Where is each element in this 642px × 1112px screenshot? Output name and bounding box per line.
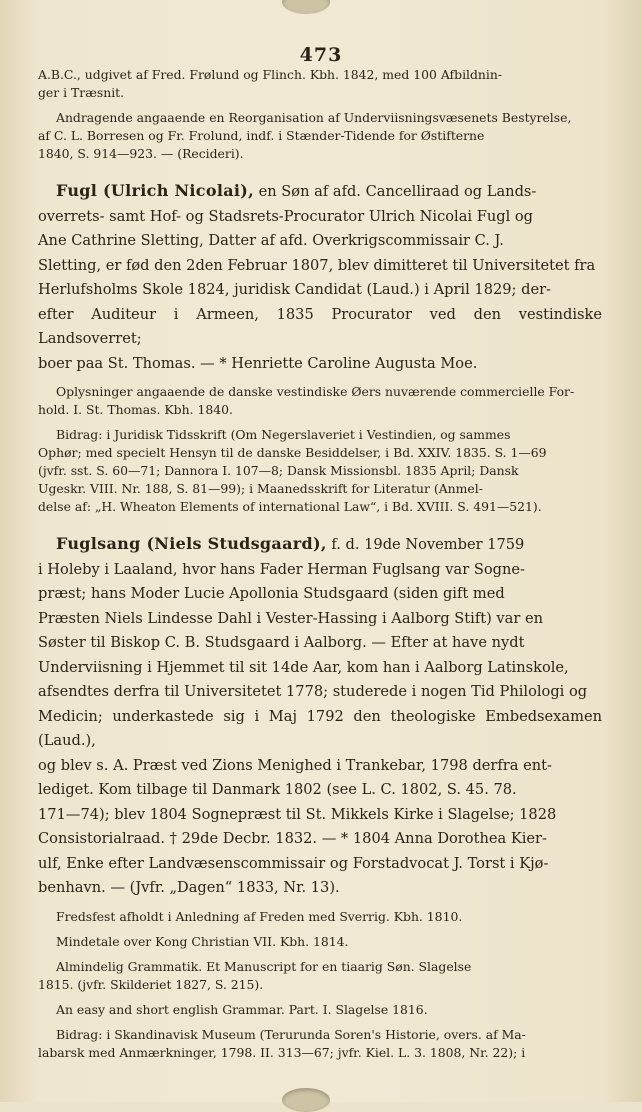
- text-line: præst; hans Moder Lucie Apollonia Studsgaard (siden gift med: [38, 585, 505, 602]
- paragraph-note-9: [38, 1026, 602, 1062]
- text-line: Sletting, er fød den 2den Februar 1807, blev dimitteret til Universitetet fra: [38, 256, 596, 274]
- paragraph-note-6: [38, 933, 602, 951]
- text-line: Consistorialraad. † 29de Decbr. 1832. — * 1804 Anna Dorothea Kier-: [38, 830, 547, 847]
- paragraph-entry-fuglsang: [38, 532, 602, 901]
- text-line: benhavn. — (Jvfr. „Dagen“ 1833, Nr. 13).: [38, 879, 340, 896]
- page-number: 473: [299, 44, 343, 66]
- text-line: Ugeskr. VIII. Nr. 188, S. 81—99); i Maanedsskrift for Literatur (Anmel-: [38, 481, 483, 496]
- text-line: Herlufsholms Skole 1824, juridisk Candidat (Laud.) i April 1829; der-: [38, 281, 551, 298]
- text-line: hold. I. St. Thomas. Kbh. 1840.: [38, 402, 233, 417]
- paragraph-note-8: [38, 1001, 602, 1019]
- text-line: Medicin; underkastede sig i Maj 1792 den theologiske Embedsexamen (Laud.),: [38, 707, 602, 749]
- entry-heading: Fuglsang (Niels Studsgaard),: [56, 534, 327, 553]
- text-line: og blev s. A. Præst ved Zions Menighed i Trankebar, 1798 derfra ent-: [38, 756, 552, 774]
- text-line: labarsk med Anmærkninger, 1798. II. 313—67; jvfr. Kiel. L. 3. 1808, Nr. 22); i: [38, 1044, 526, 1060]
- text-line: efter Auditeur i Armeen, 1835 Procurator ved den vestindiske Landsoverret;: [38, 305, 602, 347]
- paragraph-note-1: [38, 66, 602, 102]
- text-line: 1815. (jvfr. Skilderiet 1827, S. 215).: [38, 976, 264, 992]
- binding-hole-bottom: [282, 1088, 330, 1112]
- text-line: Andragende angaaende en Reorganisation af Underviisningsvæsenets Bestyrelse,: [56, 110, 572, 125]
- text-line: boer paa St. Thomas. — * Henriette Caroline Augusta Moe.: [38, 354, 478, 372]
- paragraph-note-2: [38, 109, 602, 163]
- text-line: 171—74); blev 1804 Sognepræst til St. Mikkels Kirke i Slagelse; 1828: [38, 805, 557, 823]
- text-line: (jvfr. sst. S. 60—71; Dannora I. 107—8; Dansk Missionsbl. 1835 April; Dansk: [38, 463, 519, 478]
- text-line: Bidrag: i Juridisk Tidsskrift (Om Negerslaveriet i Vestindien, og sammes: [56, 427, 511, 442]
- text-line: Mindetale over Kong Christian VII. Kbh. 1814.: [56, 933, 349, 949]
- text-line: en Søn af afd. Cancelliraad og Lands-: [258, 183, 537, 200]
- page-text: [38, 66, 602, 1062]
- text-line: Søster til Biskop C. B. Studsgaard i Aalborg. — Efter at have nydt: [38, 634, 525, 651]
- paragraph-entry-fugl: [38, 179, 602, 376]
- text-line: Bidrag: i Skandinavisk Museum (Terurunda Soren's Historie, overs. af Ma-: [56, 1026, 526, 1042]
- binding-hole-top: [282, 0, 330, 14]
- text-line: Ophør; med specielt Hensyn til de danske Besiddelser, i Bd. XXIV. 1835. S. 1—69: [38, 445, 547, 460]
- paragraph-note-5: [38, 908, 602, 926]
- text-line: Oplysninger angaaende de danske vestindiske Øers nuværende commercielle For-: [56, 384, 575, 399]
- text-line: af C. L. Borresen og Fr. Frolund, indf. i Stænder-Tidende for Østifterne: [38, 128, 485, 143]
- text-line: Præsten Niels Lindesse Dahl i Vester-Hassing i Aalborg Stift) var en: [38, 609, 544, 627]
- text-line: overrets- samt Hof- og Stadsrets-Procurator Ulrich Nicolai Fugl og: [38, 207, 534, 225]
- text-line: A.B.C., udgivet af Fred. Frølund og Flinch. Kbh. 1842, med 100 Afbildnin-: [38, 67, 503, 82]
- text-line: ulf, Enke efter Landvæsenscommissair og Forstadvocat J. Torst i Kjø-: [38, 854, 549, 872]
- text-line: ger i Træsnit.: [38, 85, 125, 100]
- paragraph-note-7: [38, 958, 602, 994]
- entry-heading: Fugl (Ulrich Nicolai),: [56, 181, 254, 200]
- text-line: lediget. Kom tilbage til Danmark 1802 (see L. C. 1802, S. 45. 78.: [38, 781, 517, 798]
- text-line: 1840, S. 914—923. — (Recideri).: [38, 146, 244, 161]
- text-line: Ane Cathrine Sletting, Datter af afd. Overkrigscommissair C. J.: [38, 232, 504, 249]
- text-line: afsendtes derfra til Universitetet 1778; studerede i nogen Tid Philologi og: [38, 683, 588, 700]
- paragraph-note-3: [38, 383, 602, 419]
- text-line: i Holeby i Laaland, hvor hans Fader Herman Fuglsang var Sogne-: [38, 560, 525, 578]
- text-line: An easy and short english Grammar. Part. I. Slagelse 1816.: [56, 1001, 428, 1017]
- text-line: Almindelig Grammatik. Et Manuscript for en tiaarig Søn. Slagelse: [56, 958, 472, 974]
- text-line: f. d. 19de November 1759: [331, 536, 525, 553]
- text-line: delse af: „H. Wheaton Elements of international Law“, i Bd. XVIII. S. 491—521).: [38, 499, 542, 514]
- paragraph-note-4: [38, 426, 602, 516]
- text-line: Fredsfest afholdt i Anledning af Freden med Sverrig. Kbh. 1810.: [56, 908, 463, 924]
- text-line: Underviisning i Hjemmet til sit 14de Aar, kom han i Aalborg Latinskole,: [38, 658, 569, 676]
